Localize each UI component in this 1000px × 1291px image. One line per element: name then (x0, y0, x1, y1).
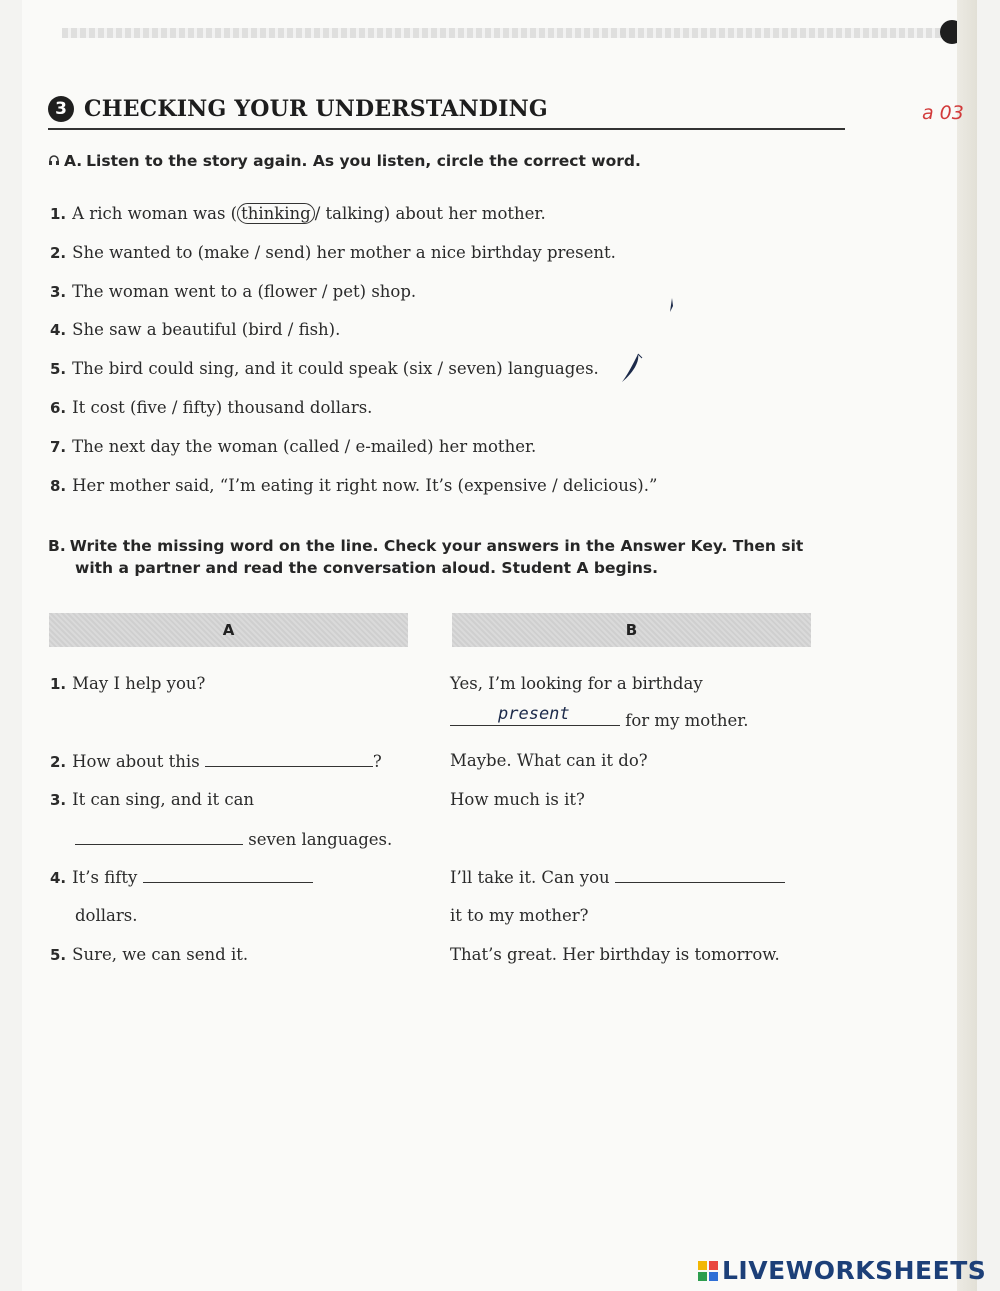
item-text[interactable]: It cost (five / fifty) thousand dollars. (72, 398, 373, 417)
list-item (50, 204, 546, 223)
part-b-text: Write the missing word on the line. Check your answers in the Answer Key. Then sit (69, 537, 804, 555)
item-number: 3. (50, 791, 67, 809)
item-text[interactable]: She wanted to (make / send) her mother a nice birthday present. (72, 243, 616, 262)
dialogue-b-4 (450, 867, 785, 887)
item-text: A rich woman was ( (72, 204, 238, 223)
dialogue-text: I’ll take it. Can you (450, 868, 610, 887)
circled-answer[interactable]: thinking (237, 203, 315, 224)
item-text: / talking) about her mother. (314, 204, 546, 223)
item-number: 7. (50, 438, 67, 456)
dialogue-text: May I help you? (72, 674, 206, 693)
handwritten-answer: present (498, 704, 570, 724)
section-heading (48, 96, 548, 122)
dialogue-b-1: Yes, I’m looking for a birthday (450, 674, 703, 693)
item-text[interactable]: Her mother said, “I’m eating it right now. It’s (expensive / delicious).” (72, 476, 658, 495)
item-number: 1. (50, 675, 67, 693)
handwritten-page-code: a 03 (922, 102, 964, 124)
list-item (50, 476, 657, 495)
item-number: 2. (50, 753, 67, 771)
dialogue-text: ? (372, 752, 382, 771)
list-item (50, 437, 536, 456)
dialogue-text: It’s fifty (72, 868, 138, 887)
pen-mark-icon (664, 296, 678, 316)
part-b-text: with a partner and read the conversation aloud. Student A begins. (75, 559, 659, 577)
dialogue-a-1 (50, 674, 205, 693)
dialogue-b-1-cont (450, 704, 749, 730)
item-text[interactable]: She saw a beautiful (bird / fish). (72, 320, 341, 339)
part-a-instruction (48, 150, 641, 172)
item-number: 1. (50, 205, 67, 223)
list-item (50, 359, 599, 378)
column-header-a: A (49, 613, 408, 647)
dialogue-text: for my mother. (625, 711, 749, 730)
headphones-icon (48, 154, 60, 166)
section-number-badge: 3 (48, 96, 74, 122)
page-edge (957, 0, 977, 1291)
part-b-letter: B. (48, 537, 66, 555)
list-item (50, 398, 372, 417)
dialogue-text: seven languages. (248, 830, 393, 849)
answer-blank[interactable] (143, 867, 313, 883)
dialogue-a-3 (50, 790, 254, 809)
item-number: 2. (50, 244, 67, 262)
part-a-letter: A. (64, 152, 83, 170)
brand-name: LIVEWORKSHEETS (722, 1256, 987, 1285)
answer-blank[interactable] (615, 867, 785, 883)
heading-rule (48, 128, 845, 130)
item-number: 4. (50, 869, 67, 887)
brand-grid-icon (698, 1261, 718, 1281)
part-a-text: Listen to the story again. As you listen, circle the correct word. (86, 152, 641, 170)
dialogue-text: Sure, we can send it. (72, 945, 249, 964)
answer-blank[interactable] (75, 829, 243, 845)
scan-band (62, 28, 942, 38)
part-b-instruction (48, 535, 838, 579)
column-header-b: B (452, 613, 811, 647)
item-number: 8. (50, 477, 67, 495)
dialogue-text: How about this (72, 752, 200, 771)
dialogue-a-2 (50, 751, 382, 771)
list-item (50, 320, 340, 339)
item-number: 5. (50, 360, 67, 378)
item-text[interactable]: The next day the woman (called / e-mailed) her mother. (72, 437, 537, 456)
item-text[interactable]: The woman went to a (flower / pet) shop. (72, 282, 417, 301)
dialogue-a-4-cont: dollars. (75, 906, 138, 925)
item-number: 5. (50, 946, 67, 964)
dialogue-b-3: How much is it? (450, 790, 585, 809)
item-number: 6. (50, 399, 67, 417)
dialogue-a-4 (50, 867, 313, 887)
liveworksheets-logo[interactable] (698, 1256, 986, 1285)
dialogue-b-4-cont: it to my mother? (450, 906, 589, 925)
item-number: 3. (50, 283, 67, 301)
section-title: CHECKING YOUR UNDERSTANDING (84, 96, 548, 122)
feather-doodle-icon (618, 352, 644, 386)
item-number: 4. (50, 321, 67, 339)
answer-blank[interactable] (450, 704, 620, 726)
list-item (50, 243, 616, 262)
answer-blank[interactable] (205, 751, 373, 767)
dialogue-a-5 (50, 945, 248, 964)
dialogue-text: It can sing, and it can (72, 790, 255, 809)
dialogue-a-3-cont (75, 829, 392, 849)
dialogue-b-2: Maybe. What can it do? (450, 751, 648, 770)
dialogue-b-5: That’s great. Her birthday is tomorrow. (450, 945, 780, 964)
list-item (50, 282, 416, 301)
item-text[interactable]: The bird could sing, and it could speak (six / seven) languages. (72, 359, 599, 378)
